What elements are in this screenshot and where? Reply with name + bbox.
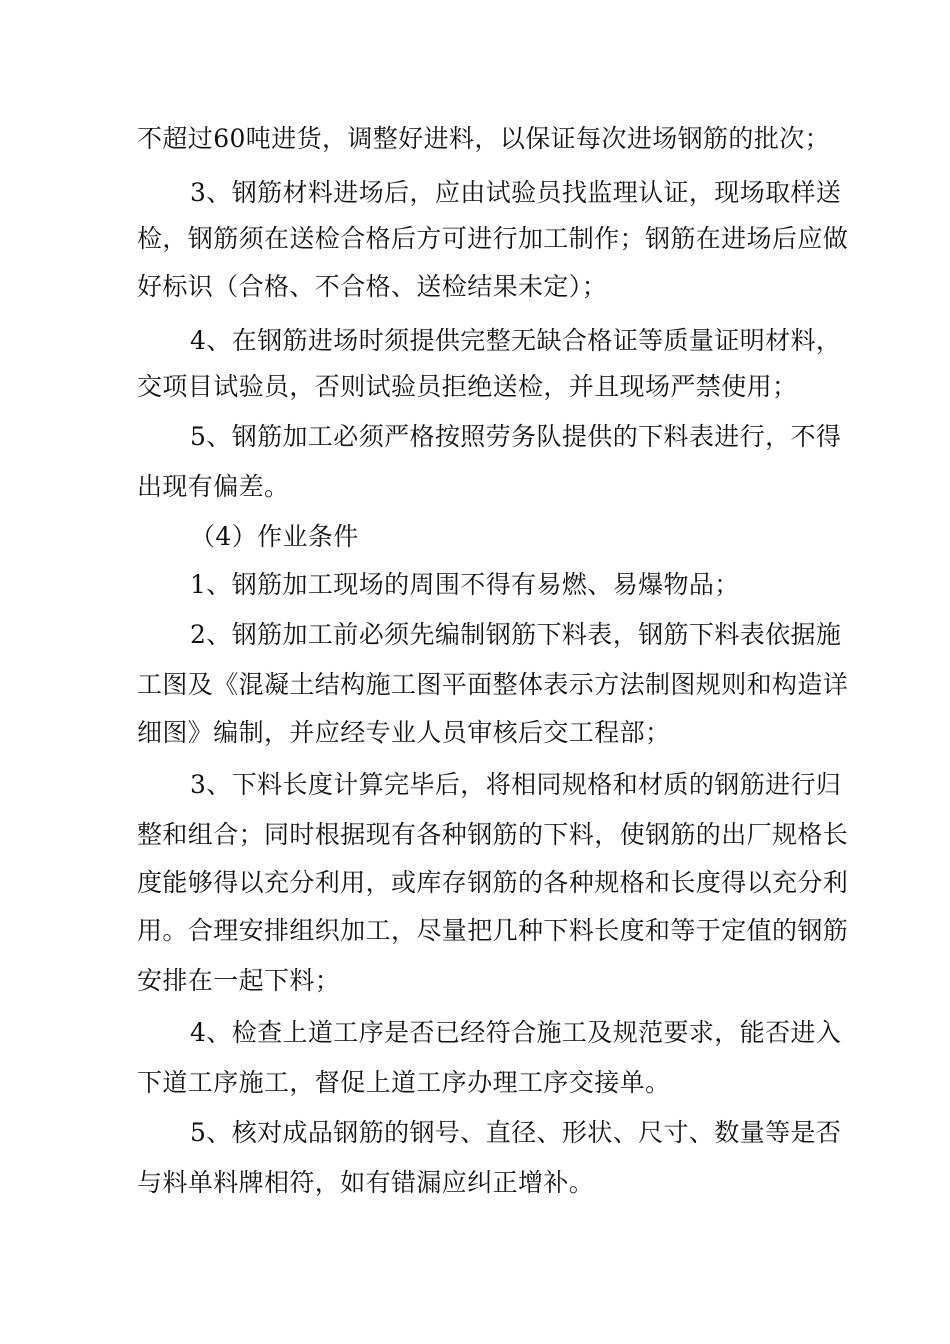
text-line: 与料单料牌相符，如有错漏应纠正增补。 bbox=[137, 1168, 595, 1197]
text-line: 安排在一起下料； bbox=[137, 966, 341, 995]
text-line: 下道工序施工，督促上道工序办理工序交接单。 bbox=[137, 1068, 671, 1097]
text-line: 交项目试验员，否则试验员拒绝送检，并且现场严禁使用； bbox=[137, 372, 798, 401]
text-line: 度能够得以充分利用，或库存钢筋的各种规格和长度得以充分利 bbox=[137, 868, 849, 897]
text-line: 好标识（合格、不合格、送检结果未定）； bbox=[137, 272, 608, 301]
text-line: 细图》编制，并应经专业人员审核后交工程部； bbox=[137, 718, 671, 747]
text-line: 5、核对成品钢筋的钢号、直径、形状、尺寸、数量等是否 bbox=[190, 1118, 842, 1147]
text-line: 检，钢筋须在送检合格后方可进行加工制作；钢筋在进场后应做 bbox=[137, 224, 849, 253]
text-line: 1、钢筋加工现场的周围不得有易燃、易爆物品； bbox=[190, 570, 740, 599]
text-line: 用。合理安排组织加工，尽量把几种下料长度和等于定值的钢筋 bbox=[137, 916, 849, 945]
text-line: 5、钢筋加工必须严格按照劳务队提供的下料表进行，不得 bbox=[190, 422, 842, 451]
text-line: 出现有偏差。 bbox=[137, 472, 290, 501]
text-line: 不超过60吨进货，调整好进料，以保证每次进场钢筋的批次； bbox=[137, 124, 831, 153]
text-line: 4、在钢筋进场时须提供完整无缺合格证等质量证明材料， bbox=[190, 326, 842, 355]
section-heading: （4）作业条件 bbox=[190, 522, 359, 551]
text-line: 3、下料长度计算完毕后，将相同规格和材质的钢筋进行归 bbox=[190, 770, 842, 799]
text-line: 3、钢筋材料进场后，应由试验员找监理认证，现场取样送 bbox=[190, 178, 842, 207]
text-line: 整和组合；同时根据现有各种钢筋的下料，使钢筋的出厂规格长 bbox=[137, 820, 849, 849]
text-line: 工图及《混凝土结构施工图平面整体表示方法制图规则和构造详 bbox=[137, 670, 849, 699]
text-line: 2、钢筋加工前必须先编制钢筋下料表，钢筋下料表依据施 bbox=[190, 620, 842, 649]
text-line: 4、检查上道工序是否已经符合施工及规范要求，能否进入 bbox=[190, 1018, 842, 1047]
